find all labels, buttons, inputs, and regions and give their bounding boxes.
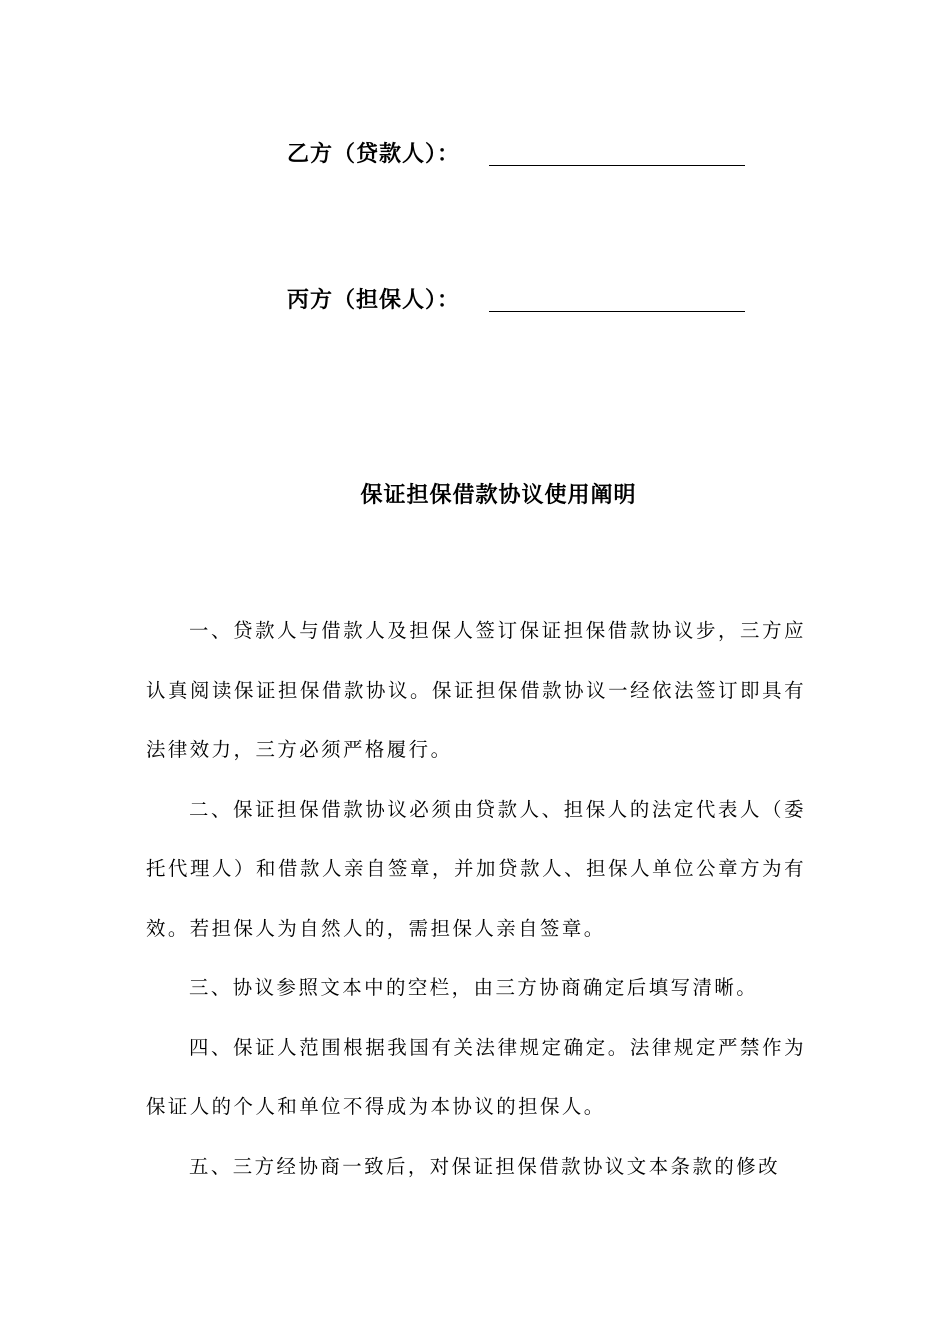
paragraph-4: 四、保证人范围根据我国有关法律规定确定。法律规定严禁作为保证人的个人和单位不得成为本协议的担保人。 — [146, 1035, 806, 1118]
document-body — [146, 601, 806, 1196]
guarantor-label: 丙方（担保人）： — [287, 287, 461, 313]
lender-signature-line — [287, 137, 460, 168]
paragraph-2: 二、保证担保借款协议必须由贷款人、担保人的法定代表人（委托代理人）和借款人亲自签章，并加贷款人、担保人单位公章方为有效。若担保人为自然人的，需担保人亲自签章。 — [146, 797, 806, 940]
guarantor-signature-blank — [489, 311, 745, 312]
paragraph-5: 五、三方经协商一致后，对保证担保借款协议文本条款的修改 — [189, 1154, 781, 1178]
lender-label: 乙方（贷款人）： — [287, 141, 461, 167]
paragraph-3: 三、协议参照文本中的空栏，由三方协商确定后填写清晰。 — [189, 976, 759, 999]
guarantor-signature-line — [287, 283, 460, 314]
lender-signature-blank — [489, 165, 745, 166]
paragraph-1: 一、贷款人与借款人及担保人签订保证担保借款协议步，三方应认真阅读保证担保借款协议。保证担保借款协议一经依法签订即具有法律效力，三方必须严格履行。 — [146, 619, 806, 761]
document-title: 保证担保借款协议使用阐明 — [360, 482, 637, 508]
